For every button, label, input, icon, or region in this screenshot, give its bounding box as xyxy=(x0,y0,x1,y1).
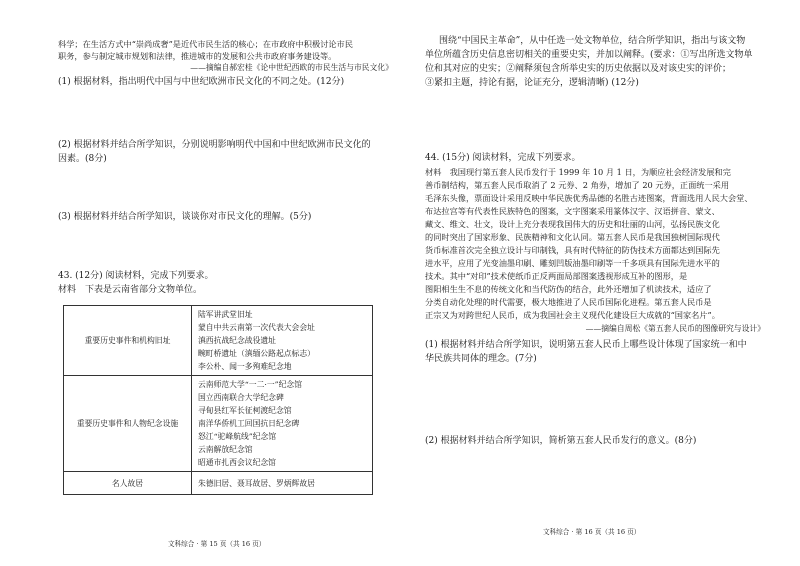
q44-material-line: 善币制结构，第五套人民币取消了 2 元券、2 角券，增加了 20 元券，正面统一采用 xyxy=(425,180,730,190)
page-footer-right: 文科综合 · 第 16 页（共 16 页） xyxy=(543,528,641,536)
q44-material-line: 技术。其中“对印”技术使纸币正反两面局部图案透视形成互补的图形，是 xyxy=(425,271,688,281)
q44-material-line: 图阳相生生不息的传统文化和当代防伪的结合，此外还增加了机读技术，适应了 xyxy=(425,284,712,294)
table-row xyxy=(64,376,373,472)
right-page xyxy=(425,0,765,566)
list-item: 畹町桥遗址（滇缅公路起点标志） xyxy=(198,349,315,358)
q44-header: 44. (15分) 阅读材料，完成下列要求。 xyxy=(425,153,581,163)
q43-header: 43. (12分) 阅读材料，完成下列要求。 xyxy=(58,271,214,281)
q44-material-line: 进水平，应用了光变油墨印刷、雕刻凹版油墨印刷等一千多项具有国际先进水平的 xyxy=(425,258,720,268)
q44-part-2: (2) 根据材料并结合所学知识，简析第五套人民币发行的意义。(8分) xyxy=(425,436,697,446)
list-item: 云南解放纪念馆 xyxy=(198,445,253,454)
q43-task-line-1: 围绕“中国民主革命”，从中任选一处文物单位，结合所学知识，指出与该文物 xyxy=(439,36,746,46)
q42-part-1: (1) 根据材料，指出明代中国与中世纪欧洲市民文化的不同之处。(12分) xyxy=(58,77,345,87)
table-row xyxy=(64,306,373,376)
list-item: 南洋华侨机工回国抗日纪念碑 xyxy=(198,419,300,428)
list-item: 滇西抗战纪念战役遗址 xyxy=(198,336,276,345)
q44-citation: ——摘编自周松《第五套人民币的图像研究与设计》 xyxy=(585,324,765,333)
q44-material-line: 材料 我国现行第五套人民币发行于 1999 年 10 月 1 日，为顺应社会经济发展和完 xyxy=(425,167,731,177)
q44-part-1-line-1: (1) 根据材料并结合所学知识，说明第五套人民币上哪些设计体现了国家统一和中 xyxy=(425,340,747,350)
page-footer-left: 文科综合 · 第 15 页（共 16 页） xyxy=(168,540,266,548)
cultural-relics-table xyxy=(63,305,373,495)
table-items xyxy=(192,306,373,376)
q43-task-line-4: ③紧扣主题，持论有据，论证充分，逻辑清晰) (12分) xyxy=(425,78,639,88)
list-item: 昭通市扎西会议纪念馆 xyxy=(198,458,276,467)
table-items xyxy=(192,376,373,472)
table-category: 重要历史事件和机构旧址 xyxy=(64,306,192,376)
q42-part-3: (3) 根据材料并结合所学知识，谈谈你对市民文化的理解。(5分) xyxy=(58,212,312,222)
q44-material-line: 分类自动化处理的时代需要，极大地推进了人民币国际化进程。第五套人民币是 xyxy=(425,297,712,307)
q43-material: 材料 下表是云南省部分文物单位。 xyxy=(58,285,203,295)
q44-material-line: 毛泽东头像，票面设计采用反映中华民族优秀品德的名胜古迹图案，背面选用人民大会堂、 xyxy=(425,193,753,203)
q44-material-line: 的同时突出了国家形象、民族精神和文化认同。第五套人民币是我国独树国际现代 xyxy=(425,232,720,242)
intro-citation: ——摘编自郝宏桂《论中世纪西欧的市民生活与市民文化》 xyxy=(190,63,393,72)
list-item: 寻甸县红军长征柯渡纪念馆 xyxy=(198,406,292,415)
q43-task-line-3: 位和其对应的史实；②阐释须包含所举史实的历史依据以及对该史实的评价； xyxy=(425,64,732,74)
list-item: 陆军讲武堂旧址 xyxy=(198,310,253,319)
left-page xyxy=(58,0,393,566)
table-items xyxy=(192,472,373,495)
table-category: 重要历史事件和人物纪念设施 xyxy=(64,376,192,472)
q42-part-2-line-2: 因素。(8分) xyxy=(58,154,107,164)
list-item: 怒江“驼峰航线”纪念馆 xyxy=(198,432,277,441)
q44-material-line: 正宗又为对跨世纪人民币，成为我国社会主义现代化建设巨大成就的“国家名片”。 xyxy=(425,310,720,320)
intro-line-2: 职务，参与制定城市规划和法律，推进城市的发展和公共市政府事务建设等。 xyxy=(58,51,337,61)
table-row xyxy=(64,472,373,495)
table-category: 名人故居 xyxy=(64,472,192,495)
list-item: 蒙自中共云南第一次代表大会会址 xyxy=(198,323,315,332)
q42-part-2-line-1: (2) 根据材料并结合所学知识，分别说明影响明代中国和中世纪欧洲市民文化的 xyxy=(58,140,371,150)
list-item: 国立西南联合大学纪念碑 xyxy=(198,393,284,402)
q44-material-line: 布达拉宫等有代表性民族特色的图案，文字图案采用篆体汉字、汉语拼音、蒙文、 xyxy=(425,206,720,216)
list-item: 云南师范大学“一二·一”纪念馆 xyxy=(198,380,303,389)
intro-line-1: 科学；在生活方式中“崇尚成奢”是近代市民生活的核心；在市政府中积极讨论市民 xyxy=(58,39,353,49)
q44-material-line: 藏文、维文、壮文，设计上充分表现我国伟大的历史和壮丽的山河，弘扬民族文化 xyxy=(425,219,720,229)
list-item: 朱德旧居、聂耳故居、罗炳辉故居 xyxy=(198,478,315,488)
q43-task-line-2: 单位所蕴含历史信息密切相关的重要史实，并加以阐释。(要求：①写出所选文物单 xyxy=(425,50,753,60)
list-item: 李公朴、闻一多殉难纪念地 xyxy=(198,362,292,371)
q44-material-line: 货币标准首次完全独立设计与印制钱，具有时代特征的防伪技术方面都达到国际先 xyxy=(425,245,720,255)
q44-part-1-line-2: 华民族共同体的理念。(7分) xyxy=(425,354,537,364)
